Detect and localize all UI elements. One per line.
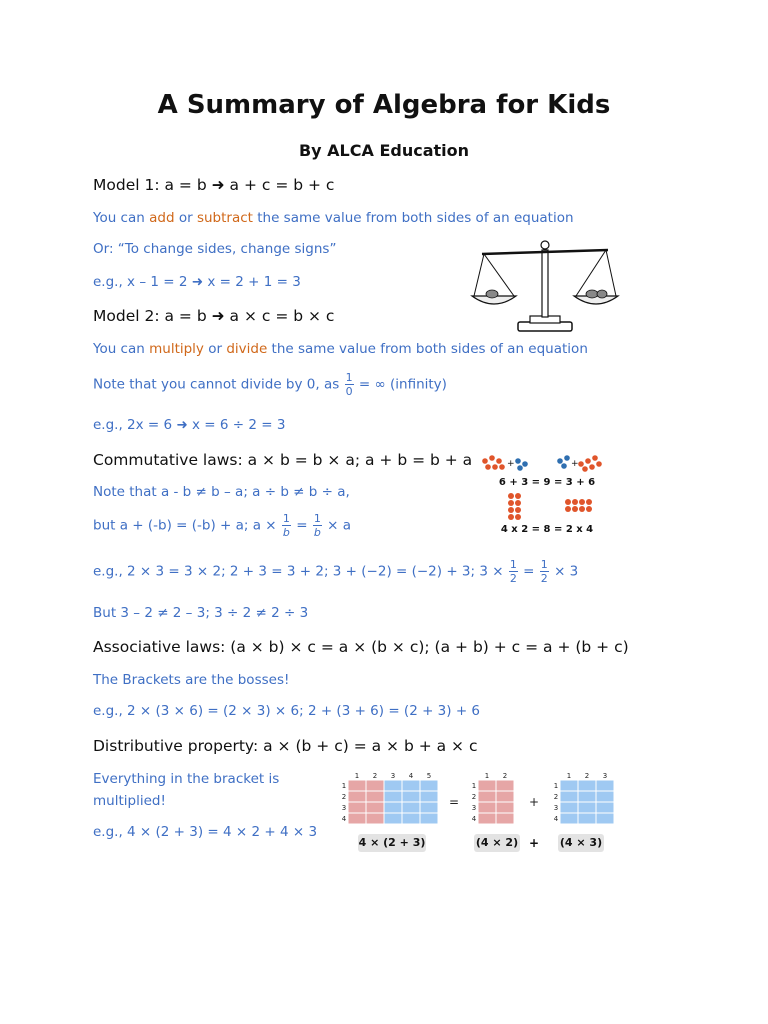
grid-left-part-cell [478, 780, 496, 791]
grid-right-part-cell [596, 802, 614, 813]
caption-plus: + [529, 836, 540, 850]
grid-right-part-col-label: 1 [566, 772, 572, 780]
dots-equation-multiplication: 4 x 2 = 8 = 2 x 4 [500, 524, 594, 535]
model1-example-left: e.g., x – 1 = 2 [93, 274, 188, 290]
grid-left-part-cell [496, 813, 514, 824]
grid-whole-cell [384, 780, 402, 791]
commutative-heading: Commutative laws: a × b = b × a; a + b = b + a [93, 451, 473, 469]
model2-note-left: Note that you cannot divide by 0, as [93, 376, 340, 393]
dot-cluster-three-plus-six [557, 455, 602, 472]
page-title: A Summary of Algebra for Kids [157, 90, 611, 120]
model1-heading-left: Model 1: a = b [93, 176, 207, 194]
model2-example [93, 417, 285, 433]
grid-whole-cell [384, 802, 402, 813]
fraction-one-over-zero: $\frac{1}{0}$ [345, 371, 353, 398]
associative-example: e.g., 2 × (3 × 6) = (2 × 3) × 6; 2 + (3 + 6) = (2 + 3) + 6 [93, 703, 481, 719]
grid-whole-cell [348, 780, 366, 791]
grid-whole-col-label: 1 [354, 772, 360, 780]
grid-plus-sign: + [528, 795, 540, 809]
grid-right-part-col-label: 3 [602, 772, 608, 780]
model2-line1 [93, 341, 588, 357]
svg-text:+: + [571, 459, 579, 469]
grid-left-part-row-label: 2 [471, 793, 477, 801]
grid-whole-cell [402, 791, 420, 802]
grid-right-part-row-label: 4 [553, 815, 559, 823]
grid-left-part-cell [496, 802, 514, 813]
model2-divide-word: divide [226, 341, 268, 357]
fraction-one-over-b: $\frac{1}{b}$ [282, 512, 290, 539]
equals-sign: = [296, 517, 308, 534]
model1-example [93, 274, 301, 290]
counting-dots-image [480, 452, 615, 538]
grid-left-part-cell [496, 780, 514, 791]
model1-example-right: x = 2 + 1 = 3 [207, 274, 301, 290]
dot-array-four-by-two [508, 493, 521, 520]
grid-right-part-cell [560, 813, 578, 824]
grid-right-part-cell [596, 791, 614, 802]
grid-whole-row-label: 4 [341, 815, 347, 823]
grid-right-part-cell [560, 802, 578, 813]
model1-line1-pre: You can [93, 210, 150, 226]
right-arrow-icon: ➜ [176, 417, 188, 433]
grid-left-part-row-label: 3 [471, 804, 477, 812]
model1-subtract-word: subtract [196, 210, 253, 226]
dot-cluster-six-plus-three [482, 455, 528, 471]
grid-right-part-row-label: 1 [553, 782, 559, 790]
right-arrow-icon: ➜ [191, 274, 204, 290]
grid-whole-cell [420, 813, 438, 824]
grid-equals-sign: = [448, 795, 460, 809]
grid-left-part-row-label: 1 [471, 782, 477, 790]
dots-equation-addition: 6 + 3 = 9 = 3 + 6 [498, 477, 596, 488]
commutative-note2 [93, 512, 351, 539]
grid-whole-cell [366, 791, 384, 802]
right-arrow-icon: ➜ [211, 307, 225, 325]
associative-line1: The Brackets are the bosses! [93, 672, 290, 688]
grid-right-part-row-label: 3 [553, 804, 559, 812]
model2-note [93, 371, 447, 398]
distributive-line1: Everything in the bracket is [93, 771, 280, 787]
model1-heading [93, 176, 334, 194]
model2-heading [93, 307, 334, 325]
commutative-but: But 3 – 2 ≠ 2 – 3; 3 ÷ 2 ≠ 2 ÷ 3 [93, 605, 309, 621]
grid-whole-row-label: 2 [341, 793, 347, 801]
caption-right-part: (4 × 3) [558, 834, 604, 852]
model2-example-right: x = 6 ÷ 2 = 3 [192, 417, 286, 433]
grid-whole-cell [348, 791, 366, 802]
model1-heading-right: a + c = b + c [229, 176, 335, 194]
model2-line1-pre: You can [93, 341, 150, 357]
grid-left-part-cell [478, 791, 496, 802]
grid-left-part-col-label: 1 [484, 772, 490, 780]
commutative-note2-left: but a + (-b) = (-b) + a; a × [93, 517, 277, 534]
model2-line1-post: the same value from both sides of an equation [267, 341, 588, 357]
grid-whole-col-label: 2 [372, 772, 378, 780]
commutative-example [93, 558, 578, 585]
fraction-one-over-b: $\frac{1}{b}$ [313, 512, 321, 539]
grid-whole-row-label: 1 [341, 782, 347, 790]
grid-left-part-cell [478, 802, 496, 813]
model2-heading-right: a × c = b × c [229, 307, 335, 325]
commutative-example-right: × 3 [554, 563, 579, 580]
grid-left-part-row-label: 4 [471, 815, 477, 823]
associative-heading: Associative laws: (a × b) × c = a × (b × c); (a + b) + c = a + (b + c) [93, 638, 629, 656]
grid-left-part-cell [478, 813, 496, 824]
grid-whole-cell [348, 802, 366, 813]
caption-left-part: (4 × 2) [474, 834, 520, 852]
grid-whole-cell [420, 802, 438, 813]
grid-whole-cell [348, 813, 366, 824]
grid-right-part-cell [596, 813, 614, 824]
grid-whole-col-label: 3 [390, 772, 396, 780]
fraction-one-half: $\frac{1}{2}$ [509, 558, 517, 585]
grid-whole-col-label: 4 [408, 772, 414, 780]
grid-left-part-cell [496, 791, 514, 802]
grid-whole-cell [384, 791, 402, 802]
grid-whole-cell [366, 802, 384, 813]
grid-right-part-cell [578, 813, 596, 824]
area-model-image [334, 770, 624, 855]
grid-right-part-col-label: 2 [584, 772, 590, 780]
grid-right-part-row-label: 2 [553, 793, 559, 801]
model1-line1-or: or [174, 210, 197, 226]
commutative-note1: Note that a - b ≠ b – a; a ÷ b ≠ b ÷ a, [93, 484, 350, 500]
model2-multiply-word: multiply [149, 341, 204, 357]
commutative-note2-right: × a [327, 517, 351, 534]
grid-left-part-col-label: 2 [502, 772, 508, 780]
caption-whole: 4 × (2 + 3) [358, 834, 426, 852]
grid-whole-row-label: 3 [341, 804, 347, 812]
byline: By ALCA Education [298, 141, 470, 160]
model1-line1-post: the same value from both sides of an equation [252, 210, 574, 226]
grid-whole-cell [420, 791, 438, 802]
grid-whole-cell [384, 813, 402, 824]
distributive-heading: Distributive property: a × (b + c) = a × b + a × c [93, 737, 478, 755]
equals-sign: = [523, 563, 535, 580]
grid-right-part-cell [560, 780, 578, 791]
grid-whole-cell [402, 780, 420, 791]
grid-right-part-cell [578, 791, 596, 802]
grid-whole-cell [402, 813, 420, 824]
distributive-example: e.g., 4 × (2 + 3) = 4 × 2 + 4 × 3 [93, 824, 318, 840]
dot-array-two-by-four [565, 499, 592, 512]
balance-scale-image [470, 238, 620, 334]
grid-whole-cell [366, 780, 384, 791]
grid-right-part-cell [578, 780, 596, 791]
model2-note-right: = ∞ (infinity) [358, 376, 447, 393]
grid-whole-col-label: 5 [426, 772, 432, 780]
model1-line2: Or: “To change sides, change signs” [93, 241, 337, 257]
model1-add-word: add [149, 210, 175, 226]
grid-whole-cell [402, 802, 420, 813]
svg-text:+: + [507, 459, 515, 469]
right-arrow-icon: ➜ [211, 176, 225, 194]
grid-whole-cell [366, 813, 384, 824]
model1-line1 [93, 210, 574, 226]
model2-line1-or: or [203, 341, 227, 357]
grid-whole-cell [420, 780, 438, 791]
distributive-line2: multiplied! [93, 793, 166, 809]
grid-right-part-cell [578, 802, 596, 813]
grid-right-part-cell [560, 791, 578, 802]
grid-right-part-cell [596, 780, 614, 791]
fraction-one-half: $\frac{1}{2}$ [540, 558, 548, 585]
model2-heading-left: Model 2: a = b [93, 307, 207, 325]
model2-example-left: e.g., 2x = 6 [93, 417, 173, 433]
commutative-example-left: e.g., 2 × 3 = 3 × 2; 2 + 3 = 3 + 2; 3 + (−2) = (−2) + 3; 3 × [93, 563, 504, 580]
